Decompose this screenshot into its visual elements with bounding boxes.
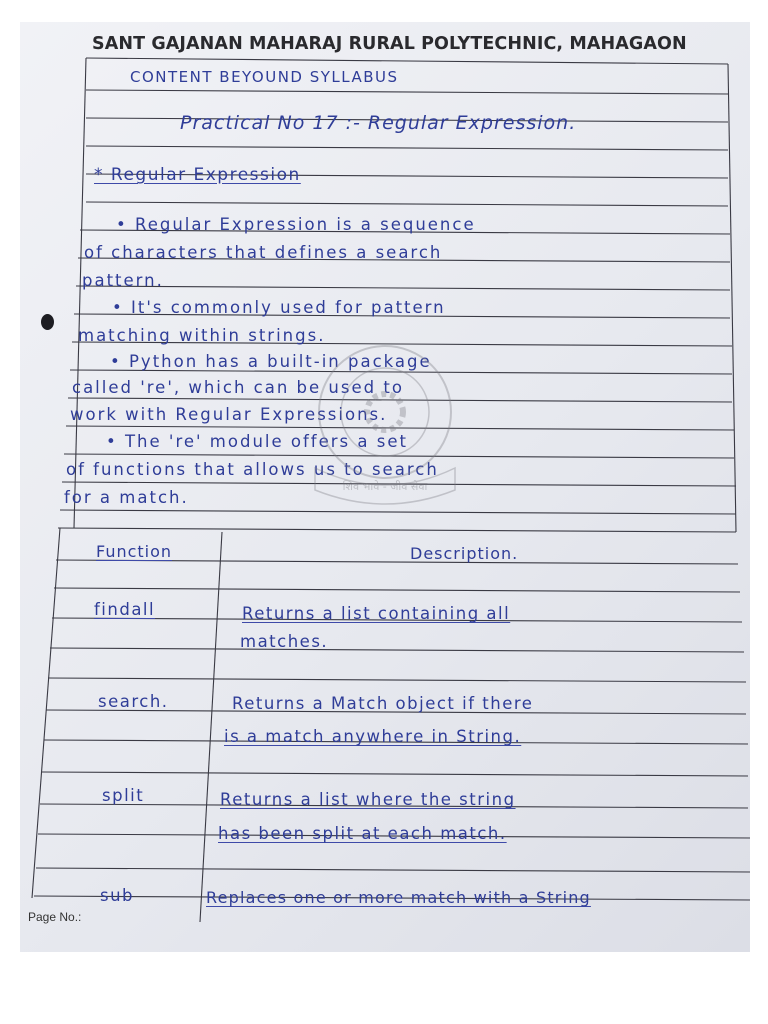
practical-title: Practical No 17 :- Regular Expression. — [180, 112, 577, 134]
watermark-motto: शिव भावे - जीव सेवा — [342, 480, 428, 493]
subtitle: CONTENT BEYOUND SYLLABUS — [130, 68, 399, 86]
paragraph-line: • The 're' module offers a set — [106, 432, 408, 451]
paragraph-line: • Regular Expression is a sequence — [116, 215, 476, 234]
paragraph-line: pattern. — [82, 271, 164, 290]
paragraph-line: called 're', which can be used to — [72, 378, 404, 397]
table-header-description: Description. — [410, 544, 519, 563]
table-cell-description: Returns a Match object if there — [232, 694, 534, 713]
paragraph-line: • It's commonly used for pattern — [112, 298, 446, 317]
table-cell-description: Replaces one or more match with a String — [206, 888, 591, 907]
table-cell-function: search. — [98, 692, 169, 711]
table-cell-description: Returns a list containing all — [242, 604, 511, 623]
table-cell-function: sub — [100, 886, 135, 905]
table-cell-description: Returns a list where the string — [220, 790, 516, 809]
paragraph-line: for a match. — [64, 488, 189, 507]
page-number-label: Page No.: — [28, 910, 82, 924]
table-cell-description: matches. — [240, 632, 329, 651]
institution-header: SANT GAJANAN MAHARAJ RURAL POLYTECHNIC, MAHAGAON — [92, 34, 687, 54]
binder-hole — [41, 314, 54, 330]
section-heading: * Regular Expression — [94, 165, 301, 185]
college-seal-watermark — [285, 340, 485, 505]
table-cell-function: split — [102, 786, 145, 805]
paragraph-line: work with Regular Expressions. — [70, 405, 388, 424]
table-cell-description: is a match anywhere in String. — [224, 727, 522, 746]
paragraph-line: • Python has a built-in package — [110, 352, 432, 371]
table-cell-description: has been split at each match. — [218, 824, 507, 843]
paragraph-line: matching within strings. — [78, 326, 326, 345]
table-header-function: Function — [96, 542, 173, 561]
paragraph-line: of functions that allows us to search — [66, 460, 439, 479]
table-cell-function: findall — [94, 600, 156, 619]
notebook-page — [20, 22, 750, 952]
paragraph-line: of characters that defines a search — [84, 243, 443, 262]
